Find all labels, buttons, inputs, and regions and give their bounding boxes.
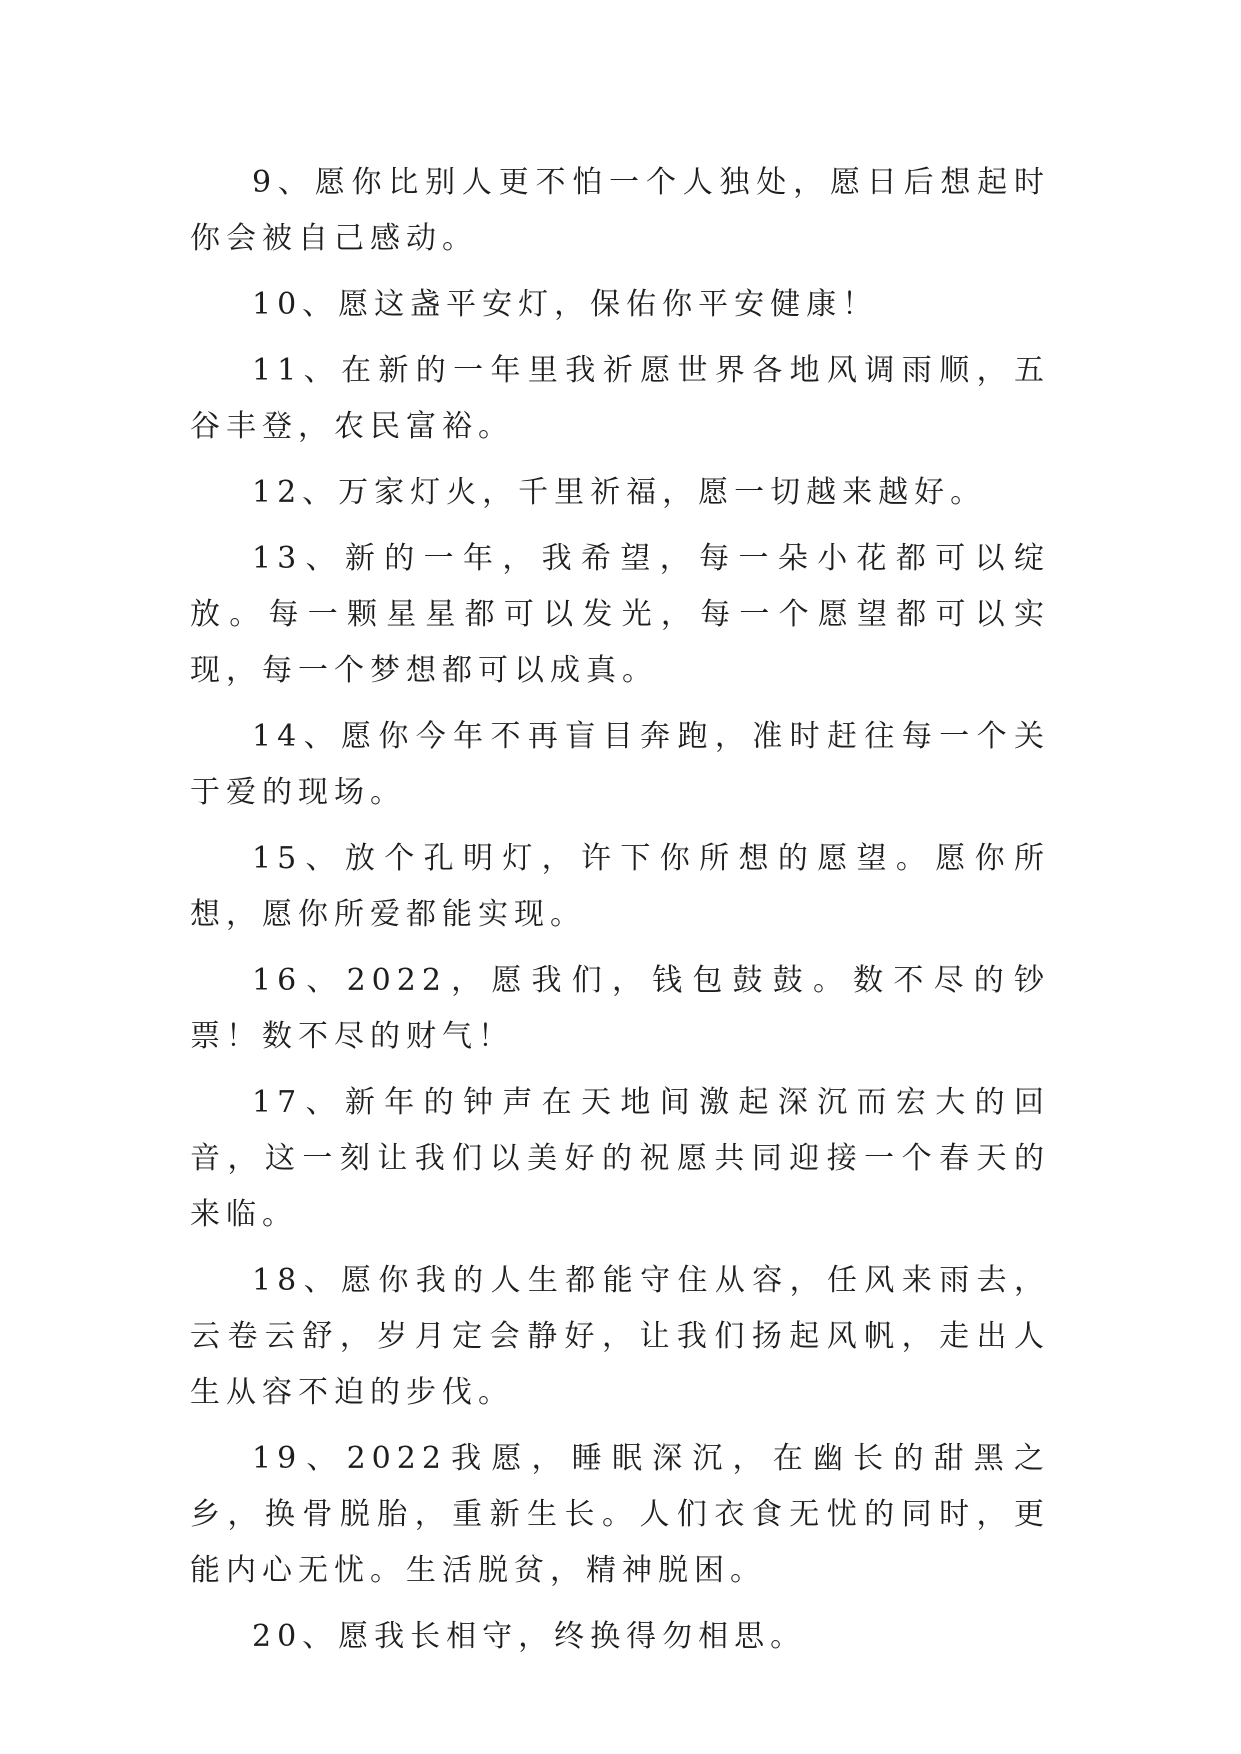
paragraph-16: 16、2022，愿我们，钱包鼓鼓。数不尽的钞票！数不尽的财气！ xyxy=(190,963,1050,1054)
paragraph-19: 19、2022我愿，睡眠深沉，在幽长的甜黑之乡，换骨脱胎，重新生长。人们衣食无忧的同时，更能内心无忧。生活脱贫，精神脱困。 xyxy=(190,1441,1050,1588)
paragraph-11: 11、在新的一年里我祈愿世界各地风调雨顺，五谷丰登，农民富裕。 xyxy=(190,353,1050,444)
document-body xyxy=(190,155,1050,1675)
paragraph-14: 14、愿你今年不再盲目奔跑，准时赶往每一个关于爱的现场。 xyxy=(190,719,1050,810)
paragraph-10: 10、愿这盏平安灯，保佑你平安健康！ xyxy=(252,287,879,322)
paragraph-20: 20、愿我长相守，终换得勿相思。 xyxy=(252,1619,807,1654)
paragraph-17: 17、新年的钟声在天地间激起深沉而宏大的回音，这一刻让我们以美好的祝愿共同迎接一个春天的来临。 xyxy=(190,1085,1050,1232)
paragraph-13: 13、新的一年，我希望，每一朵小花都可以绽放。每一颗星星都可以发光，每一个愿望都可以实现，每一个梦想都可以成真。 xyxy=(190,541,1050,688)
paragraph-18: 18、愿你我的人生都能守住从容，任风来雨去，云卷云舒，岁月定会静好，让我们扬起风帆，走出人生从容不迫的步伐。 xyxy=(190,1263,1050,1410)
paragraph-12: 12、万家灯火，千里祈福，愿一切越来越好。 xyxy=(252,475,987,510)
paragraph-15: 15、放个孔明灯，许下你所想的愿望。愿你所想，愿你所爱都能实现。 xyxy=(190,841,1050,932)
paragraph-9: 9、愿你比别人更不怕一个人独处，愿日后想起时你会被自己感动。 xyxy=(190,165,1050,256)
